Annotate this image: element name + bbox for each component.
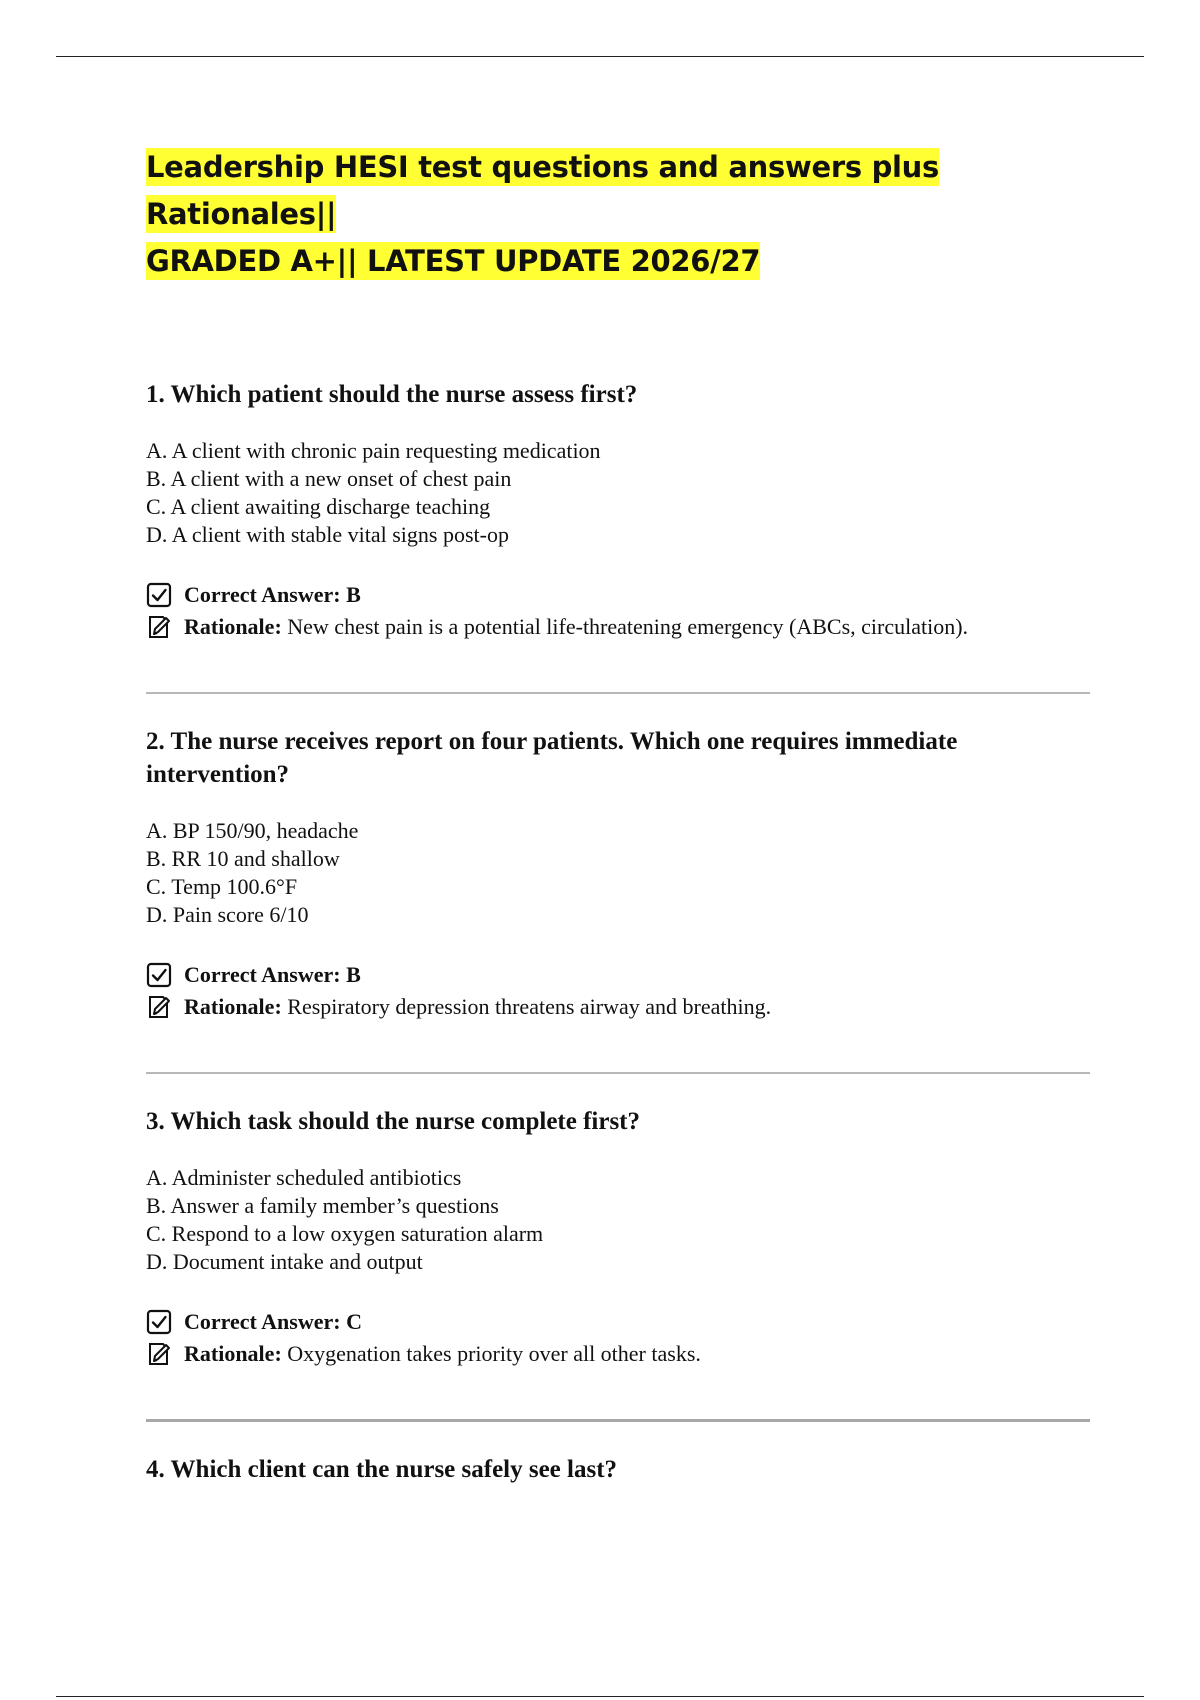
option-item: C. A client awaiting discharge teaching	[146, 494, 491, 519]
question-block	[146, 378, 1090, 643]
rationale-label: Rationale:	[184, 614, 282, 639]
option-list	[146, 1164, 1090, 1276]
memo-pencil-icon	[146, 1341, 172, 1367]
option-list	[146, 817, 1090, 929]
memo-pencil-icon	[146, 614, 172, 640]
document-body	[146, 144, 1090, 1486]
correct-answer-value: B	[346, 962, 361, 987]
correct-answer-value: C	[346, 1309, 362, 1334]
correct-answer-label: Correct Answer:	[184, 582, 341, 607]
section-divider	[146, 692, 1090, 694]
checkbox-checked-icon	[146, 962, 172, 988]
memo-pencil-icon	[146, 994, 172, 1020]
rationale-text: Respiratory depression threatens airway and breathing.	[287, 994, 772, 1019]
option-item: A. Administer scheduled antibiotics	[146, 1165, 462, 1190]
rationale-line	[146, 991, 1090, 1023]
rationale-text: New chest pain is a potential life-threatening emergency (ABCs, circulation).	[287, 614, 969, 639]
correct-answer-value: B	[346, 582, 361, 607]
option-item: D. A client with stable vital signs post-op	[146, 522, 509, 547]
option-item: B. RR 10 and shallow	[146, 846, 340, 871]
correct-answer-label: Correct Answer:	[184, 1309, 341, 1334]
option-item: B. Answer a family member’s questions	[146, 1193, 499, 1218]
question-block	[146, 725, 1090, 1023]
section-divider	[146, 1072, 1090, 1074]
correct-answer-line	[146, 579, 1090, 611]
rationale-label: Rationale:	[184, 994, 282, 1019]
top-rule	[56, 56, 1144, 57]
document-title	[146, 144, 1090, 285]
rationale-label: Rationale:	[184, 1341, 282, 1366]
bottom-rule	[56, 1696, 1144, 1697]
checkbox-checked-icon	[146, 1309, 172, 1335]
option-item: B. A client with a new onset of chest pain	[146, 466, 512, 491]
option-item: D. Document intake and output	[146, 1249, 423, 1274]
rationale-line	[146, 611, 1090, 643]
option-item: C. Temp 100.6°F	[146, 874, 298, 899]
question-text: 2. The nurse receives report on four patients. Which one requires immediate intervention?	[146, 728, 958, 788]
question-text: 3. Which task should the nurse complete first?	[146, 1108, 641, 1135]
option-list	[146, 437, 1090, 549]
correct-answer-line	[146, 1306, 1090, 1338]
title-line-1: Leadership HESI test questions and answers plus Rationales||	[146, 150, 939, 231]
rationale-line	[146, 1338, 1090, 1370]
option-item: D. Pain score 6/10	[146, 902, 309, 927]
title-line-2: GRADED A+|| LATEST UPDATE 2026/27	[146, 244, 761, 278]
option-item: A. A client with chronic pain requesting medication	[146, 438, 601, 463]
option-item: C. Respond to a low oxygen saturation alarm	[146, 1221, 544, 1246]
rationale-text: Oxygenation takes priority over all other tasks.	[287, 1341, 701, 1366]
question-text: 1. Which patient should the nurse assess first?	[146, 381, 638, 408]
option-item: A. BP 150/90, headache	[146, 818, 359, 843]
correct-answer-line	[146, 959, 1090, 991]
correct-answer-label: Correct Answer:	[184, 962, 341, 987]
section-divider	[146, 1419, 1090, 1422]
question-block	[146, 1105, 1090, 1370]
checkbox-checked-icon	[146, 582, 172, 608]
question-block	[146, 1453, 1090, 1486]
question-text: 4. Which client can the nurse safely see last?	[146, 1456, 618, 1483]
